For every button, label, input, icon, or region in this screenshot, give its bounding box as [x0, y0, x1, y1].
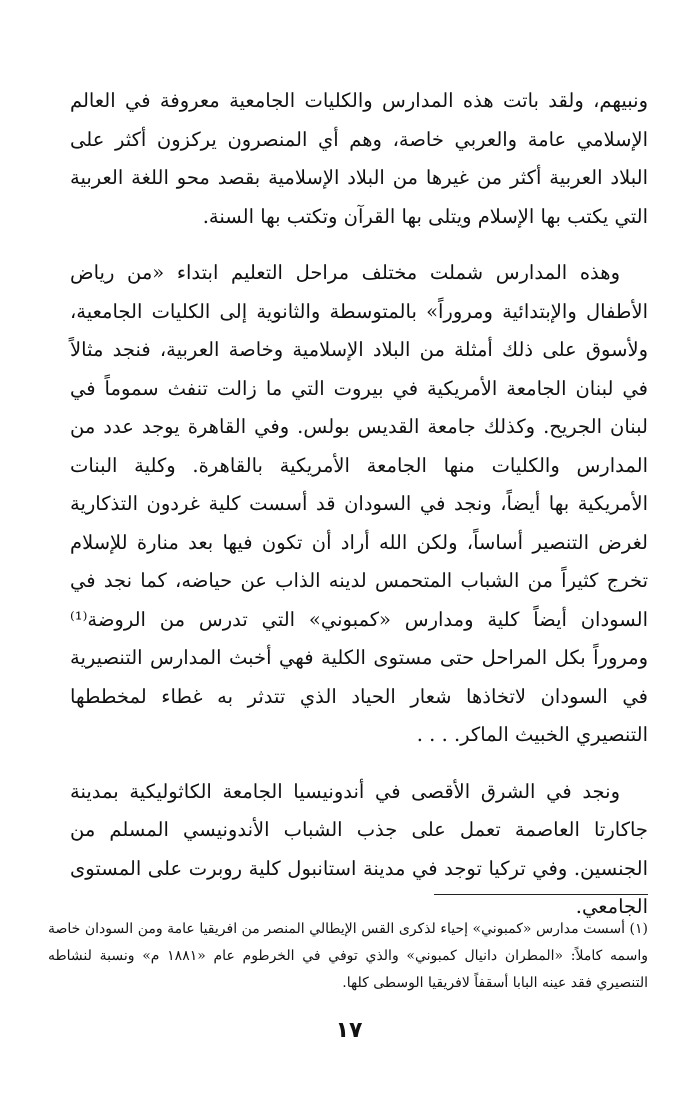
footnote-separator: [434, 894, 648, 895]
paragraph-1: ونبيهم، ولقد باتت هذه المدارس والكليات الجامعية معروفة في العالم الإسلامي عامة والعربي خاصة، وهم أي المنصرون يركزون أكثر على البلاد العربية أكثر من غيرها من البلاد الإسلامية بقصد محو اللغة العربية التي يكتب بها الإسلام ويتلى بها القرآن وتكتب بها السنة.: [70, 89, 648, 228]
main-text: [70, 82, 648, 945]
page-number: ١٧: [335, 1018, 363, 1043]
footnote: (١) أسست مدارس «كمبوني» إحياء لذكرى القس الإيطالي المنصر من افريقيا عامة ومن السودان خاصة واسمه كاملاً: «المطران دانيال كمبوني» والذي توفي في الخرطوم عام «١٨٨١ م» ونسبة لنشاطه التنصيري فقد عينه البابا أسقفاً لافريقيا الوسطى كلها.: [48, 921, 648, 991]
paragraph-3: ونجد في الشرق الأقصى في أندونيسيا الجامعة الكاثوليكية بمدينة جاكارتا العاصمة تعمل على جذب الشباب الأندونيسي المسلم من الجنسين. وفي تركيا توجد في مدينة استانبول كلية روبرت على المستوى الجامعي.: [70, 779, 648, 918]
paragraph-2: وهذه المدارس شملت مختلف مراحل التعليم ابتداء «من رياض الأطفال والإبتدائية ومروراً» بالمتوسطة والثانوية إلى الكليات الجامعية، ولأسوق على ذلك أمثلة من البلاد الإسلامية وخاصة العربية، فنجد مثالاً في لبنان الجامعة الأمريكية في بيروت التي ما زالت تنفث سموماً في لبنان الجريح. وكذلك جامعة القديس بولس. وفي القاهرة يوجد عدد من المدارس والكليات منها الجامعة الأمريكية بالقاهرة. وكلية البنات الأمريكية بها أيضاً، ونجد في السودان قد أسست كلية غردون التذكارية لغرض التنصير أساساً، ولكن الله أراد أن تكون فيها بعد منارة للإسلام تخرج كثيراً من الشباب المتحمس لدينه الذاب عن حياضه، كما نجد في السودان أيضاً كلية ومدارس «كمبوني» التي تدرس من الروضة⁽¹⁾ ومروراً بكل المراحل حتى مستوى الكلية فهي أخبث المدارس التنصيرية في السودان لاتخاذها شعار الحياد الذي تتدثر به غطاء لمخططها التنصيري الخبيث الماكر. . . .: [70, 261, 648, 746]
